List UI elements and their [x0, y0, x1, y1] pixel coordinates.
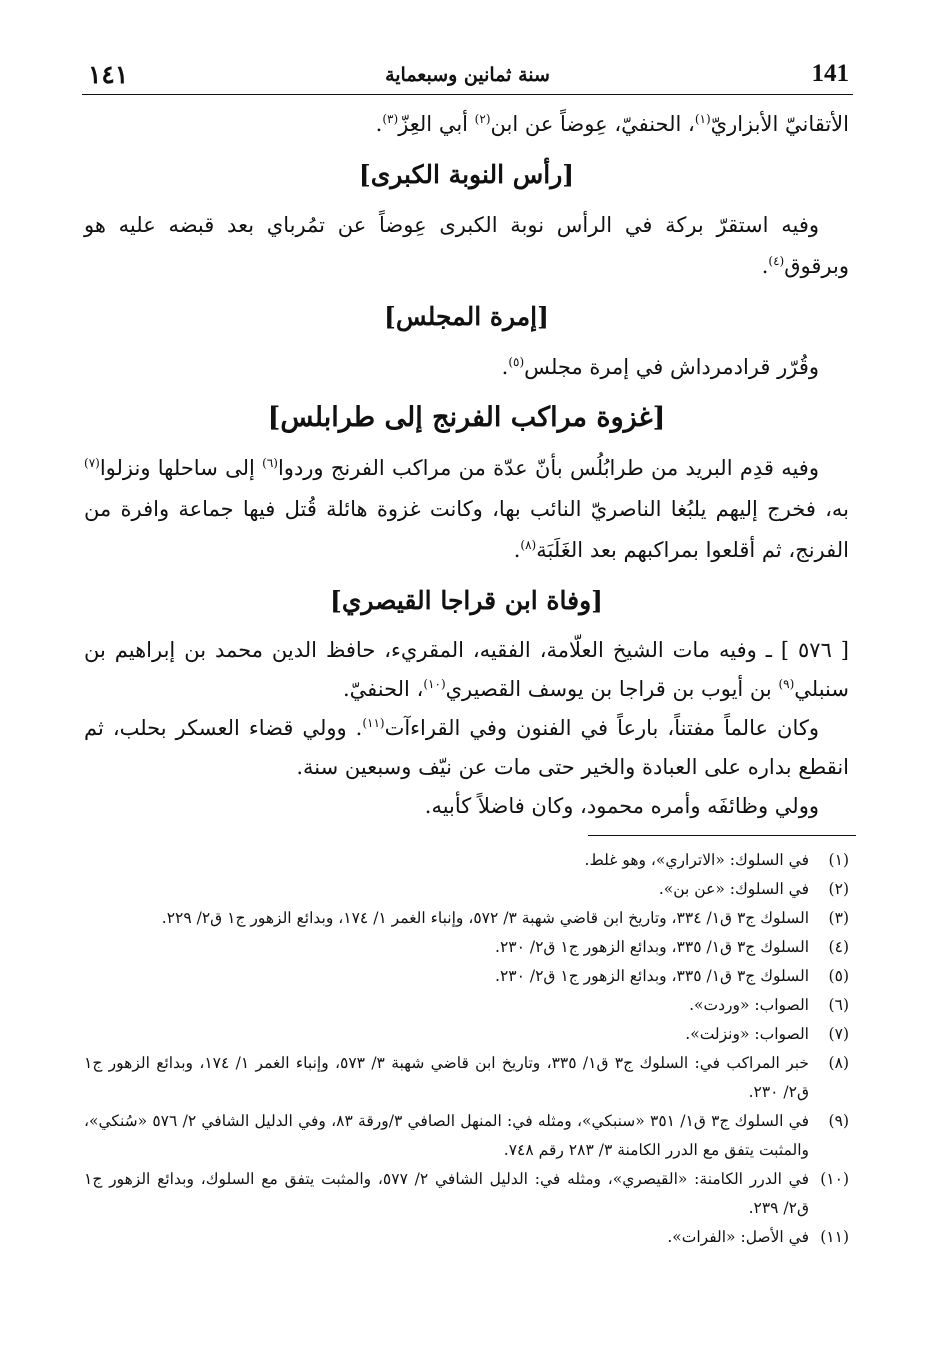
paragraph: وقُرّر قرادمرداش في إمرة مجلس$^{(٥)}$. [501, 355, 819, 379]
footnote: (٥) السلوك ج٣ ق١/ ٣٣٥، وبدائع الزهور ج١ ق٢/ ٢٣٠. [495, 967, 849, 985]
footnote: (٢) في السلوك: «عن بن». [658, 880, 849, 898]
footnote: (١) في السلوك: «الاتراري»، وهو غلط. [584, 851, 849, 869]
paragraph: وفيه قدِم البريد من طرابُلُس بأنّ عدّة من مراكب الفرنج وردوا$^{(٦)}$ إلى ساحلها ونزلوا$^{(٧)}$ به، فخرج إليهم يلبُغا الناصريّ النائب بها، وكانت غزوة هائلة قُتل فيها جماعة وافرة من الفرنج، ثم أقلعوا بمراكبهم بعد الغَلَبَة$^{(٨)}$. [84, 456, 849, 562]
note-ref: (٩) [778, 677, 795, 691]
paragraph: وولي وظائفَه وأمره محمود، وكان فاضلاً كأبيه. [424, 794, 819, 818]
footnote: (٨) خبر المراكب في: السلوك ج٣ ق١/ ٣٣٥، وتاريخ ابن قاضي شهبة ٣/ ٥٧٣، وإنباء الغمر ١/ ١٧٤، وبدائع الزهور ج١ ق٢/ ٢٣٠. [84, 1054, 849, 1101]
note-ref: (٤) [768, 254, 785, 268]
note-ref: (١١) [362, 716, 385, 730]
header-rule [82, 94, 853, 95]
footnote: (٤) السلوك ج٣ ق١/ ٣٣٥، وبدائع الزهور ج١ ق٢/ ٢٣٠. [495, 938, 849, 956]
footnote: (٧) الصواب: «ونزلت». [685, 1025, 849, 1043]
section-heading: [وفاة ابن قراجا القيصري] [330, 586, 603, 615]
note-ref: (٨) [520, 538, 537, 552]
footnote: (١١) في الأصل: «الفرات». [667, 1228, 849, 1246]
footnote: (٣) السلوك ج٣ ق١/ ٣٣٤، وتاريخ ابن قاضي شهبة ٣/ ٥٧٢، وإنباء الغمر ١/ ١٧٤، وبدائع الزهور ج١ ق٢/ ٢٢٩. [161, 909, 849, 927]
footnote-rule [588, 835, 856, 836]
footnotes [84, 846, 849, 1252]
note-ref: (٥) [508, 355, 525, 369]
note-ref: (١٠) [423, 677, 446, 691]
section-heading: [إمرة المجلس] [384, 302, 549, 331]
paragraph: وكان عالماً مفتناً، بارعاً في الفنون وفي القراءآت$^{(١١)}$. وولي قضاء العسكر بحلب، ثم انقطع بداره على العبادة والخير حتى مات عن نيّف وسبعين سنة. [84, 716, 849, 779]
note-ref: (٧) [84, 456, 100, 470]
note-ref: (٦) [262, 456, 278, 470]
main-text [84, 104, 849, 826]
intro-line: الأتقانيّ الأبزاريّ$^{(١)}$، الحنفيّ، عِوضاً عن ابن$^{(٢)}$ أبي العِزّ$^{(٣)}$. [375, 112, 849, 136]
page-number-arabic: ١٤١ [88, 60, 129, 89]
entry-number: [ ٥٧٦ ] [780, 638, 850, 662]
section-heading: [غزوة مراكب الفرنج إلى طرابلس] [267, 402, 666, 433]
page-header [82, 58, 853, 90]
footnote: (٦) الصواب: «وردت». [689, 996, 849, 1014]
footnote: (١٠) في الدرر الكامنة: «القيصري»، ومثله في: الدليل الشافي ٢/ ٥٧٧، والمثبت يتفق مع السلوك، وبدائع الزهور ج١ ق٢/ ٢٣٩. [84, 1170, 849, 1217]
page-number-latin: 141 [811, 60, 849, 87]
note-ref: (٣) [382, 112, 399, 126]
footnote: (٩) في السلوك ج٣ ق١/ ٣٥١ «سنبكي»، ومثله في: المنهل الصافي ٣/ورقة ٨٣، وفي الدليل الشافي ٢/ ٥٧٦ «سُنكي»، والمثبت يتفق مع الدرر الكامنة ٣/ ٢٨٣ رقم ٧٤٨. [84, 1112, 849, 1159]
paragraph: [ ٥٧٦ ] ـ وفيه مات الشيخ العلّامة، الفقيه، المقريء، حافظ الدين محمد بن إبراهيم بن سنبلي$^{(٩)}$ بن أيوب بن قراجا بن يوسف القصيري$^{(١٠)}$، الحنفيّ. [84, 638, 850, 701]
note-ref: (٢) [474, 112, 491, 126]
section-heading: [رأس النوبة الكبرى] [358, 160, 575, 189]
note-ref: (١) [694, 112, 711, 126]
running-title: سنة ثمانين وسبعماية [385, 64, 550, 86]
paragraph: وفيه استقرّ بركة في الرأس نوبة الكبرى عِوضاً عن تمُرباي بعد قبضه عليه هو وبرقوق$^{(٤)}$. [84, 213, 849, 278]
